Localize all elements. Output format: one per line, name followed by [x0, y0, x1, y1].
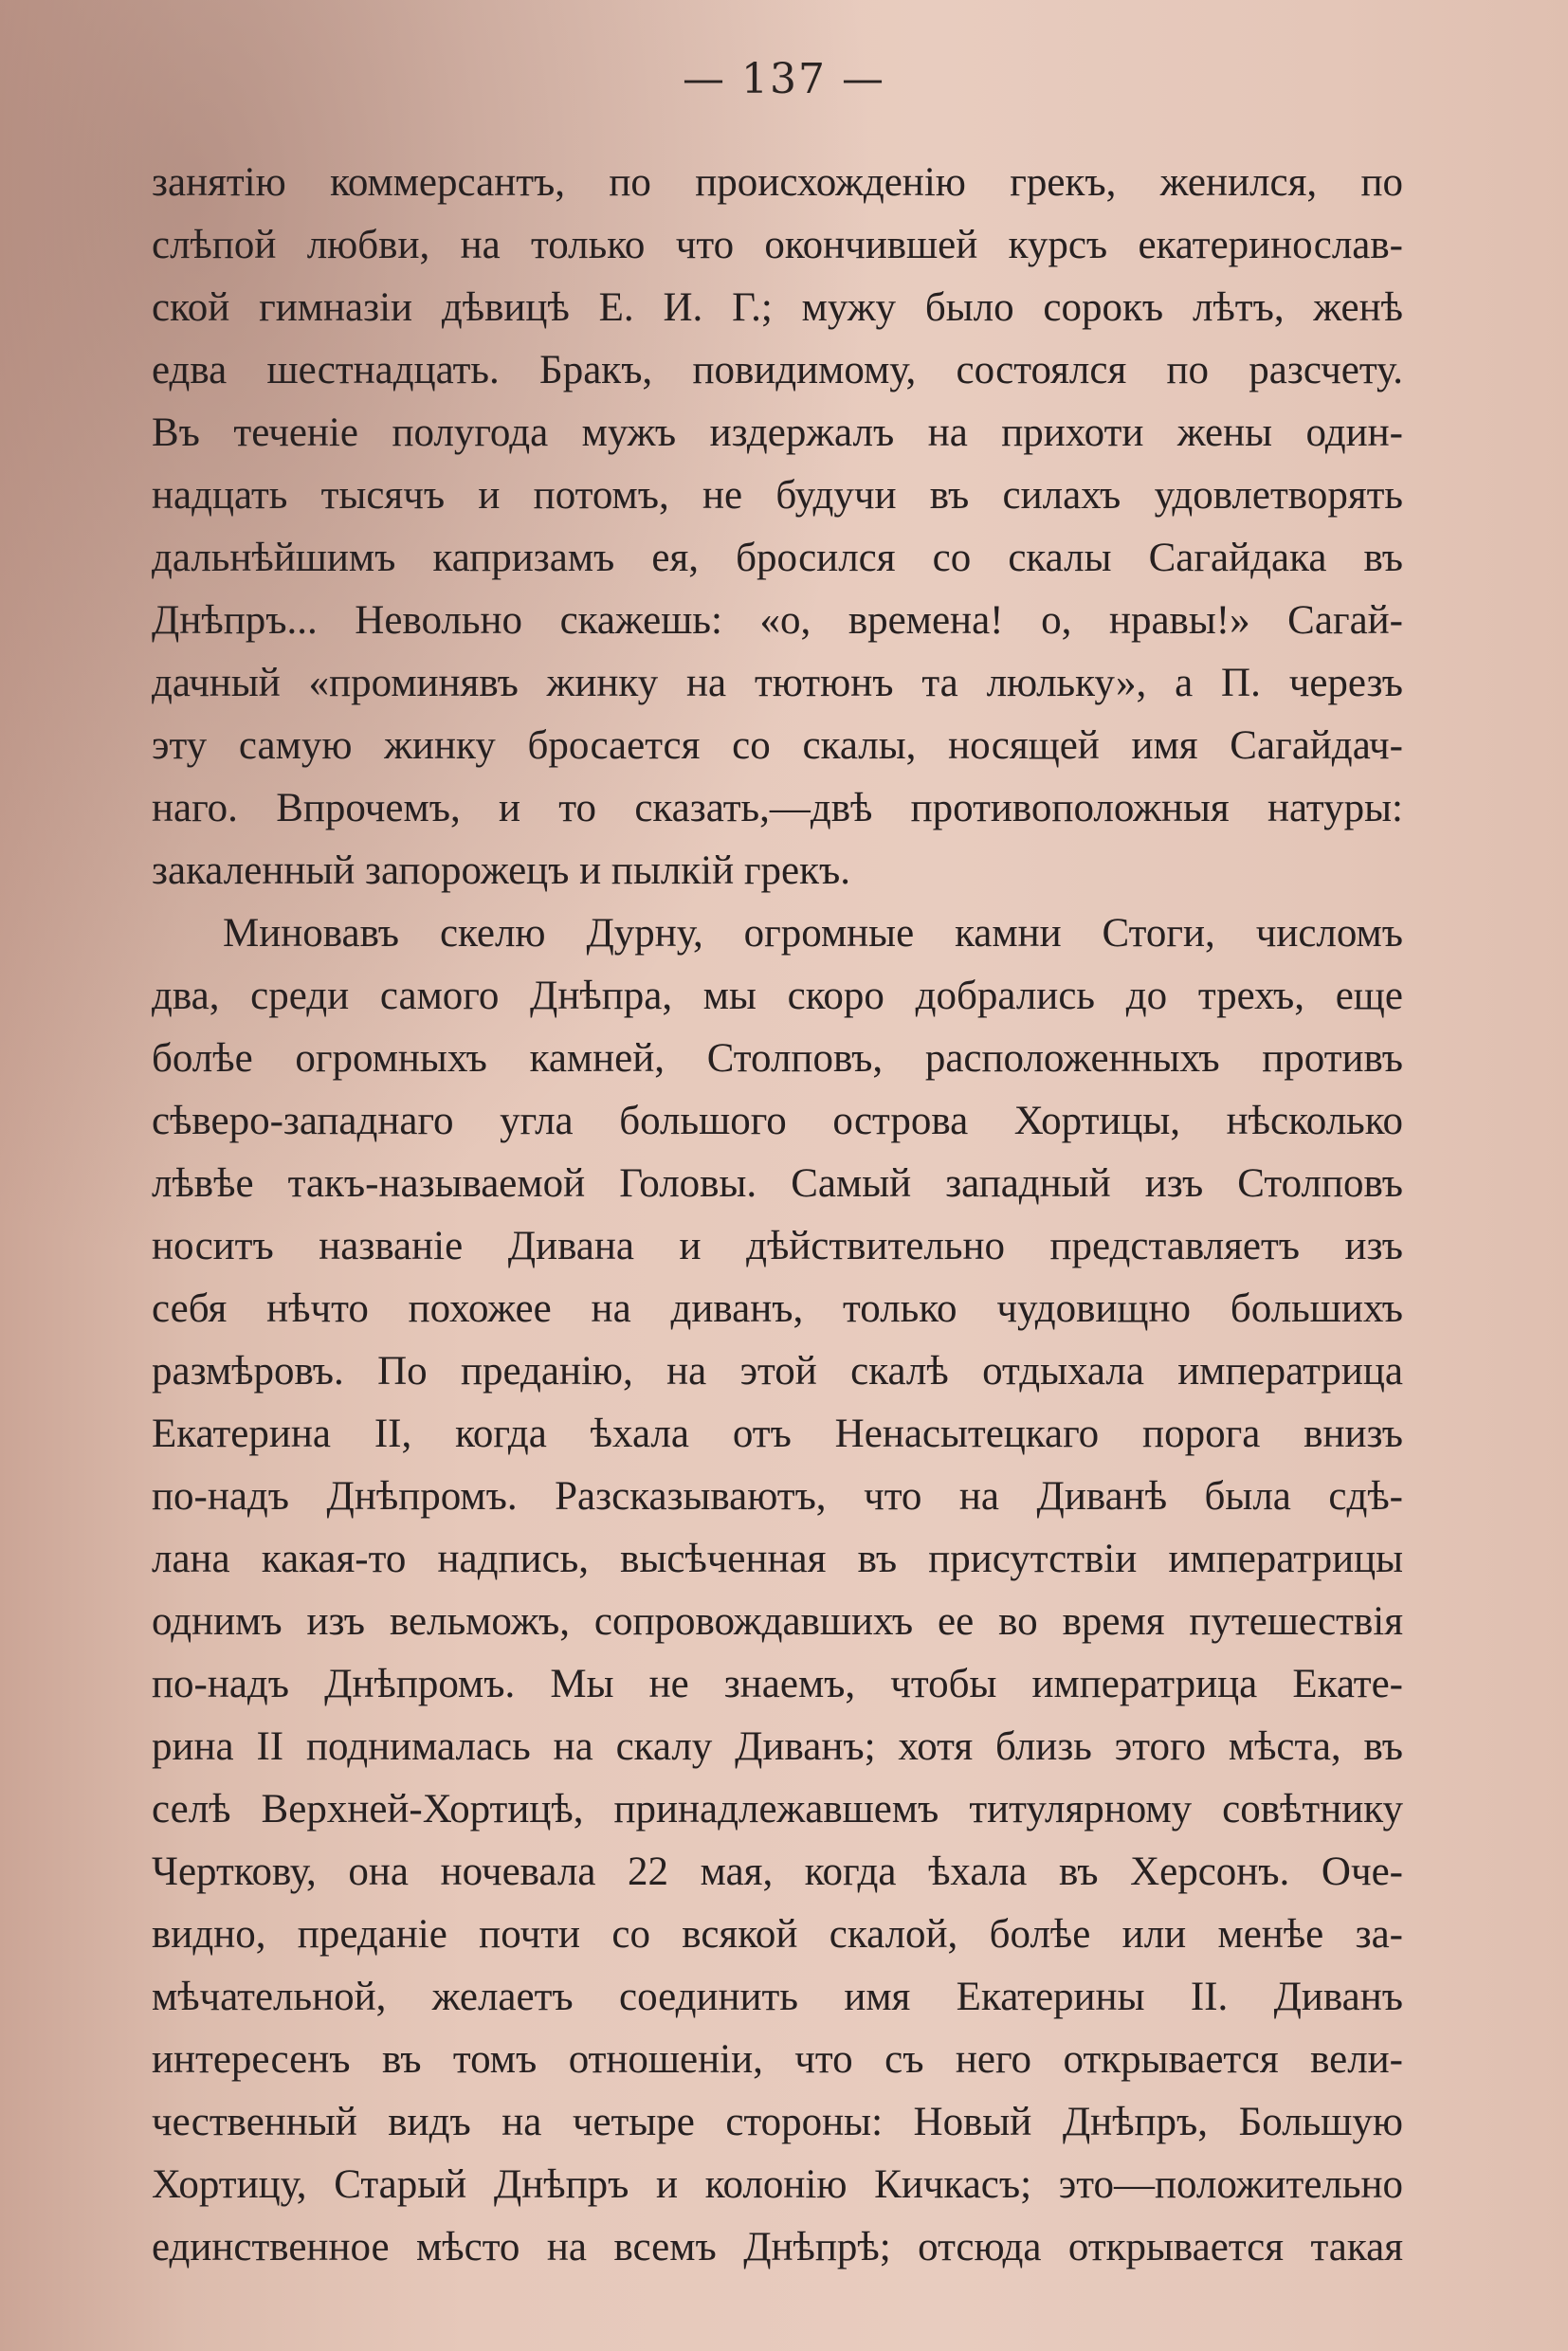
text-line: чественный видъ на четыре стороны: Новый Днѣпръ, Большую: [152, 2100, 1403, 2144]
text-line: мѣчательной, желаетъ соединить имя Екатерины II. Диванъ: [152, 1975, 1403, 2019]
text-line: однимъ изъ вельможъ, сопровождавшихъ ее во время путешествія: [152, 1599, 1403, 1644]
text-line: ской гимназіи дѣвицѣ Е. И. Г.; мужу было сорокъ лѣтъ, женѣ: [152, 285, 1403, 330]
paragraph-2: [152, 902, 1403, 2279]
text-line: Днѣпръ... Невольно скажешь: «о, времена! о, нравы!» Сагай-: [152, 598, 1403, 643]
text-line: единственное мѣсто на всемъ Днѣпрѣ; отсюда открывается такая: [152, 2225, 1403, 2269]
text-line: слѣпой любви, на только что окончившей курсъ екатеринослав-: [152, 223, 1403, 267]
text-line: надцать тысячъ и потомъ, не будучи въ силахъ удовлетворять: [152, 473, 1403, 518]
text-line: наго. Впрочемъ, и то сказать,—двѣ противоположныя натуры:: [152, 786, 1403, 830]
text-line: Хортицу, Старый Днѣпръ и колонію Кичкасъ; это—положительно: [152, 2162, 1403, 2207]
text-line: Черткову, она ночевала 22 мая, когда ѣхала въ Херсонъ. Оче-: [152, 1850, 1403, 1894]
paragraph-1: [152, 152, 1403, 902]
text-line: по-надъ Днѣпромъ. Мы не знаемъ, чтобы императрица Екате-: [152, 1662, 1403, 1706]
text-line: лѣвѣе такъ-называемой Головы. Самый западный изъ Столповъ: [152, 1161, 1403, 1206]
text-line: видно, преданіе почти со всякой скалой, болѣе или менѣе за-: [152, 1912, 1403, 1957]
text-line: едва шестнадцать. Бракъ, повидимому, состоялся по разсчету.: [152, 348, 1403, 392]
text-line: дальнѣйшимъ капризамъ ея, бросился со скалы Сагайдака въ: [152, 536, 1403, 580]
text-line: Въ теченіе полугода мужъ издержалъ на прихоти жены один-: [152, 410, 1403, 455]
text-line: закаленный запорожецъ и пылкій грекъ.: [152, 848, 850, 893]
text-line: селѣ Верхней-Хортицѣ, принадлежавшемъ титулярному совѣтнику: [152, 1787, 1403, 1832]
text-line: сѣверо-западнаго угла большого острова Хортицы, нѣсколько: [152, 1099, 1403, 1143]
text-line: дачный «проминявъ жинку на тютюнъ та люльку», а П. черезъ: [152, 661, 1403, 705]
text-line: лана какая-то надпись, высѣченная въ присутствіи императрицы: [152, 1537, 1403, 1581]
text-line: размѣровъ. По преданію, на этой скалѣ отдыхала императрица: [152, 1349, 1403, 1394]
text-line: эту самую жинку бросается со скалы, носящей имя Сагайдач-: [152, 723, 1403, 768]
text-line: Миновавъ скелю Дурну, огромные камни Стоги, числомъ: [223, 911, 1403, 956]
text-line: носитъ названіе Дивана и дѣйствительно представляетъ изъ: [152, 1224, 1403, 1268]
text-line: себя нѣчто похожее на диванъ, только чудовищно большихъ: [152, 1286, 1403, 1331]
text-line: Екатерина II, когда ѣхала отъ Ненасытецкаго порога внизъ: [152, 1412, 1403, 1456]
page-number: — 137 —: [683, 55, 885, 103]
body-text: [152, 152, 1403, 2279]
text-line: два, среди самого Днѣпра, мы скоро добрались до трехъ, еще: [152, 974, 1403, 1018]
text-line: болѣе огромныхъ камней, Столповъ, расположенныхъ противъ: [152, 1036, 1403, 1081]
text-line: по-надъ Днѣпромъ. Разсказываютъ, что на Диванѣ была сдѣ-: [152, 1474, 1403, 1519]
text-line: интересенъ въ томъ отношеніи, что съ него открывается вели-: [152, 2037, 1403, 2082]
text-line: занятію коммерсантъ, по происхожденію грекъ, женился, по: [152, 160, 1403, 205]
text-line: рина II поднималась на скалу Диванъ; хотя близь этого мѣста, въ: [152, 1724, 1403, 1769]
